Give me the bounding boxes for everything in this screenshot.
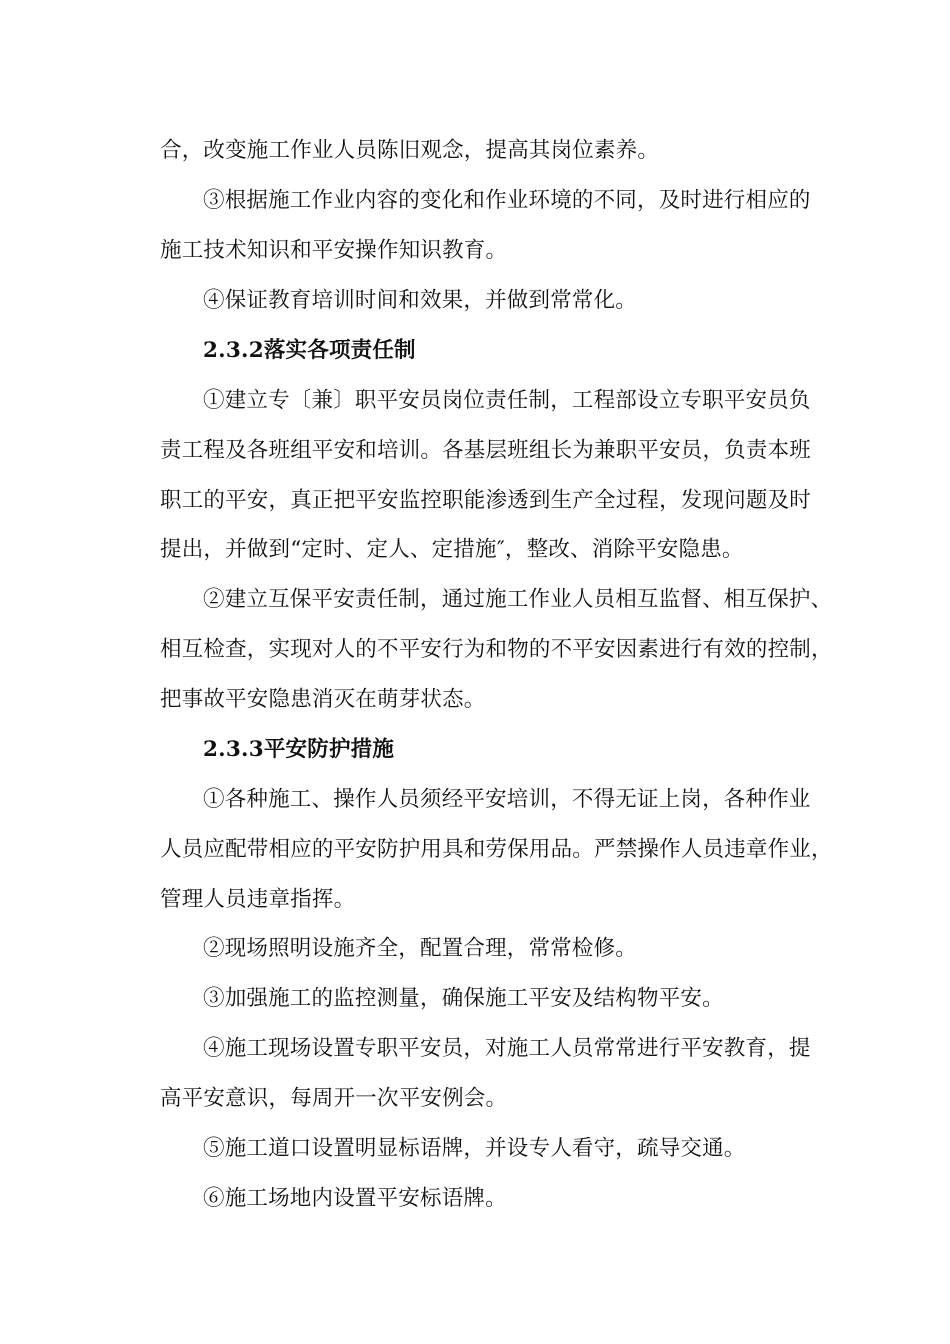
section-heading: 2.3.2落实各项责任制: [203, 338, 416, 363]
paragraph-line: ③根据施工作业内容的变化和作业环境的不同，及时进行相应的: [203, 188, 811, 213]
paragraph-line: ③加强施工的监控测量，确保施工平安及结构物平安。: [203, 986, 724, 1011]
paragraph-line: ⑤施工道口设置明显标语牌，并设专人看守，疏导交通。: [203, 1136, 746, 1161]
paragraph-line: ①各种施工、操作人员须经平安培训，不得无证上岗，各种作业: [203, 787, 811, 812]
section-heading: 2.3.3平安防护措施: [203, 737, 395, 762]
paragraph-line: 提出，并做到“定时、定人、定措施″，整改、消除平安隐患。: [160, 537, 744, 562]
paragraph-line: 职工的平安，真正把平安监控职能渗透到生产全过程，发现问题及时: [160, 488, 812, 513]
paragraph-line: ⑥施工场地内设置平安标语牌。: [203, 1186, 507, 1211]
paragraph-line: 高平安意识，每周开一次平安例会。: [160, 1086, 508, 1111]
paragraph-line: 把事故平安隐患消灭在萌芽状态。: [160, 687, 486, 712]
paragraph-line: ④保证教育培训时间和效果，并做到常常化。: [203, 288, 638, 313]
paragraph-line: 责工程及各班组平安和培训。各基层班组长为兼职平安员，负责本班: [160, 438, 812, 463]
paragraph-line: 施工技术知识和平安操作知识教育。: [160, 238, 508, 263]
paragraph-line: ②建立互保平安责任制，通过施工作业人员相互监督、相互保护、: [203, 587, 833, 612]
paragraph-line: ①建立专〔兼〕职平安员岗位责任制，工程部设立专职平安员负: [203, 388, 811, 413]
paragraph-line: ④施工现场设置专职平安员，对施工人员常常进行平安教育，提: [203, 1036, 811, 1061]
paragraph-line: 人员应配带相应的平安防护用具和劳保用品。严禁操作人员违章作业，: [160, 837, 833, 862]
paragraph-line: 相互检查，实现对人的不平安行为和物的不平安因素进行有效的控制，: [160, 637, 833, 662]
paragraph-line: 管理人员违章指挥。: [160, 887, 356, 912]
paragraph-line: ②现场照明设施齐全，配置合理，常常检修。: [203, 936, 638, 961]
paragraph-line: 合，改变施工作业人员陈旧观念，提高其岗位素养。: [160, 138, 660, 163]
